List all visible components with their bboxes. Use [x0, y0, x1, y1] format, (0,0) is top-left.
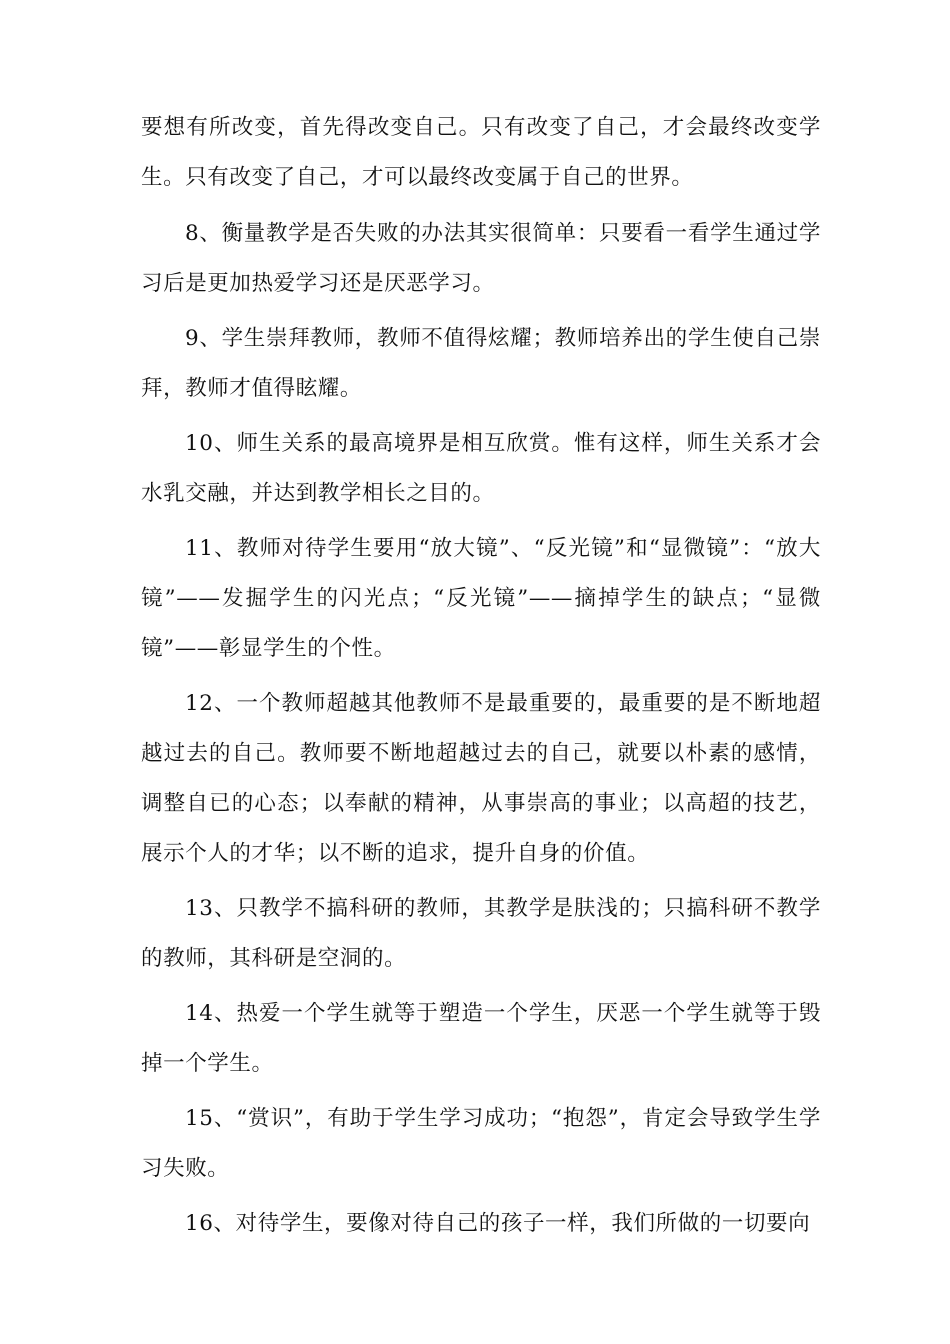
document-body — [141, 103, 821, 1254]
paragraph-item-11: 11、教师对待学生要用“放大镜”、“反光镜”和“显微镜”：“放大镜”——发掘学生的闪光点；“反光镜”——摘掉学生的缺点；“显微镜”——彰显学生的个性。 — [141, 536, 821, 661]
paragraph-item-8: 8、衡量教学是否失败的办法其实很简单：只要看一看学生通过学习后是更加热爱学习还是厌恶学习。 — [141, 221, 821, 296]
paragraph-continuation: 要想有所改变，首先得改变自己。只有改变了自己，才会最终改变学生。只有改变了自己，才可以最终改变属于自己的世界。 — [141, 115, 821, 190]
paragraph-item-15: 15、“赏识”，有助于学生学习成功；“抱怨”，肯定会导致学生学习失败。 — [141, 1106, 821, 1181]
paragraph-item-10: 10、师生关系的最高境界是相互欣赏。惟有这样，师生关系才会水乳交融，并达到教学相长之目的。 — [141, 431, 821, 506]
paragraph-item-14: 14、热爱一个学生就等于塑造一个学生，厌恶一个学生就等于毁掉一个学生。 — [141, 1001, 821, 1076]
paragraph-item-12: 12、一个教师超越其他教师不是最重要的，最重要的是不断地超越过去的自己。教师要不断地超越过去的自己，就要以朴素的感情，调整自已的心态；以奉献的精神，从事崇高的事业；以高超的技艺，展示个人的才华；以不断的追求，提升自身的价值。 — [141, 691, 821, 866]
paragraph-item-16: 16、对待学生，要像对待自己的孩子一样，我们所做的一切要向 — [185, 1211, 811, 1236]
paragraph-item-9: 9、学生崇拜教师，教师不值得炫耀；教师培养出的学生使自己崇拜，教师才值得眩耀。 — [141, 326, 821, 401]
paragraph-item-13: 13、只教学不搞科研的教师，其教学是肤浅的；只搞科研不教学的教师，其科研是空洞的。 — [141, 896, 821, 971]
